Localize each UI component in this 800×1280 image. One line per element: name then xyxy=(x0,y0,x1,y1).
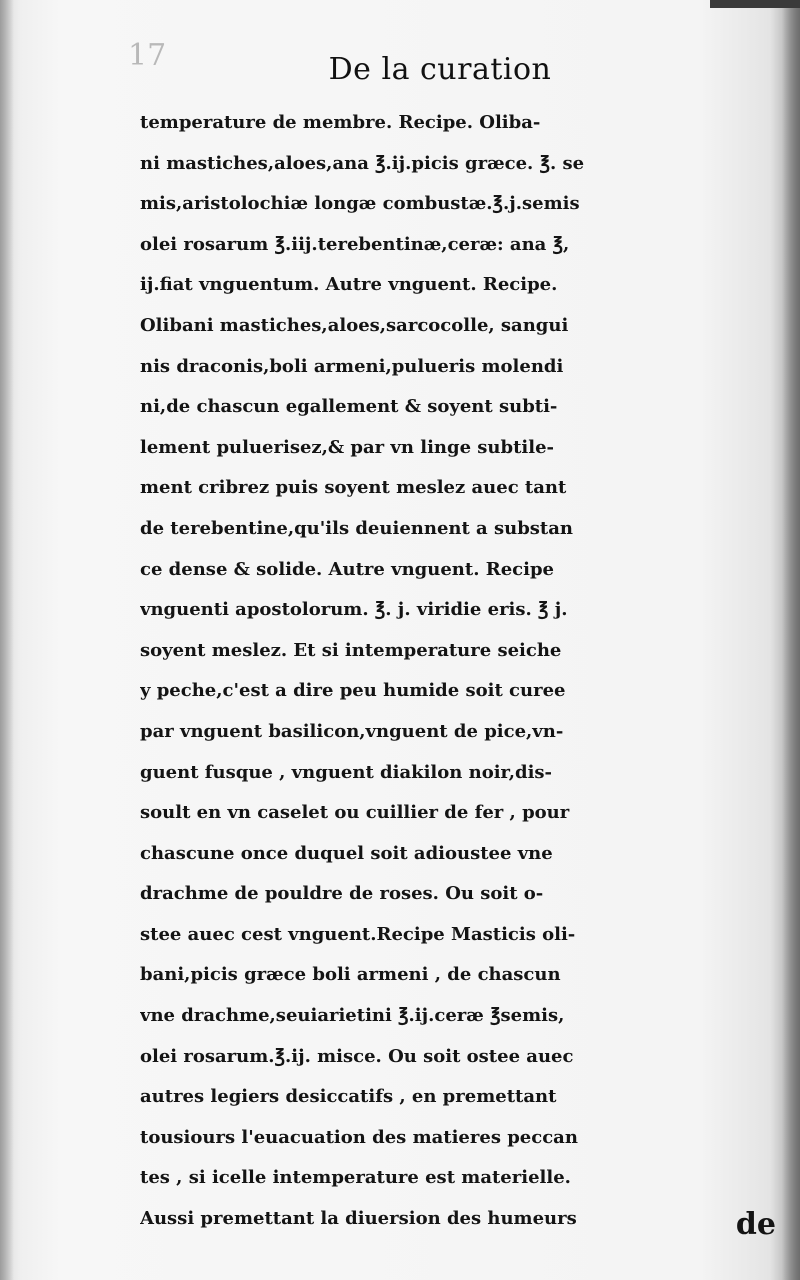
text-line: bani,picis græce boli armeni , de chascun xyxy=(140,964,561,986)
text-line: y peche,c'est a dire peu humide soit curee xyxy=(140,680,566,702)
text-line: ni mastiches,aloes,ana ℥.ij.picis græce. ℥. se xyxy=(140,152,585,174)
text-line: nis draconis,boli armeni,pulueris molendi xyxy=(140,355,564,377)
text-line: guent fusque , vnguent diakilon noir,dis- xyxy=(140,761,553,783)
text-line: lement puluerisez,& par vn linge subtile- xyxy=(140,436,555,458)
text-line: olei rosarum ℥.iij.terebentinæ,ceræ: ana ℥, xyxy=(140,233,570,255)
text-line: ment cribrez puis soyent meslez auec tant xyxy=(140,477,567,499)
text-line: drachme de pouldre de roses. Ou soit o- xyxy=(140,883,544,905)
text-line: vne drachme,seuiarietini ℥.ij.ceræ ℥semis, xyxy=(140,1005,565,1027)
text-line: temperature de membre. Recipe. Oliba- xyxy=(140,112,541,133)
text-line: ni,de chascun egallement & soyent subti- xyxy=(140,396,558,418)
text-line: ij.fiat vnguentum. Autre vnguent. Recipe. xyxy=(140,274,558,296)
text-line: chascune once duquel soit adioustee vne xyxy=(140,842,553,864)
text-line: tousiours l'euacuation des matieres peccan xyxy=(140,1126,578,1148)
text-line: vnguenti apostolorum. ℥. j. viridie eris. ℥ j. xyxy=(140,599,568,621)
text-line: de terebentine,qu'ils deuiennent a substan xyxy=(140,517,573,539)
gutter-shadow xyxy=(0,0,14,1280)
top-page-edge xyxy=(710,0,800,8)
text-line: par vnguent basilicon,vnguent de pice,vn- xyxy=(140,720,564,742)
page-number: 17 xyxy=(128,38,167,73)
body-text xyxy=(140,103,780,1240)
text-line: stee auec cest vnguent.Recipe Masticis oli- xyxy=(140,923,576,945)
text-line: olei rosarum.℥.ij. misce. Ou soit ostee auec xyxy=(140,1045,574,1067)
text-line: soyent meslez. Et si intemperature seiche xyxy=(140,639,562,661)
text-line: Olibani mastiches,aloes,sarcocolle, sangui xyxy=(140,314,569,336)
text-line: tes , si icelle intemperature est materielle. xyxy=(140,1167,571,1189)
text-line: ce dense & solide. Autre vnguent. Recipe xyxy=(140,558,554,580)
running-head: De la curation xyxy=(328,52,552,87)
text-line: soult en vn caselet ou cuillier de fer , pour xyxy=(140,802,570,824)
text-line: Aussi premettant la diuersion des humeurs xyxy=(140,1208,577,1230)
page-edge-shadow xyxy=(782,0,800,1280)
text-line: autres legiers desiccatifs , en premettant xyxy=(140,1086,557,1108)
text-line: mis,aristolochiæ longæ combustæ.℥.j.semis xyxy=(140,193,580,215)
catchword: de xyxy=(735,1207,776,1242)
